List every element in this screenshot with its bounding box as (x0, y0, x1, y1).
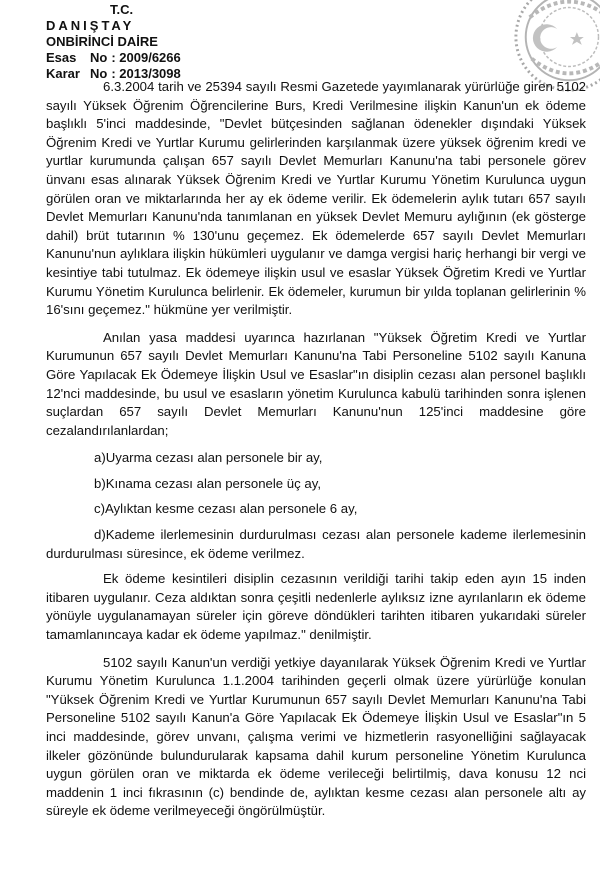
list-item-b: b)Kınama cezası alan personele üç ay, (94, 475, 322, 491)
header-court-name: DANIŞTAY (46, 18, 135, 33)
list-item-d: d)Kademe ilerlemesinin durdurulması cezası alan personele kademe ilerlemesinin durdurulması süresince, ek ödeme verilmez. (46, 527, 586, 561)
esas-number: : 2009/6266 (111, 50, 181, 65)
esas-label: Esas (46, 50, 77, 65)
document-body (46, 78, 586, 830)
document-header (46, 2, 181, 82)
paragraph-law-article: 6.3.2004 tarih ve 25394 sayılı Resmi Gazetede yayımlanarak yürürlüğe giren 5102 sayılı Yüksek Öğrenim Öğrencilerine Burs, Kredi Verilmesine ilişkin Kanun'un ek ödeme başlıklı 5'inci maddesinde, "Devlet bütçesinden sağlanan ödenekler dışındaki Yüksek Öğrenim Kredi ve Yurtlar Kurumu gelirlerinden karşılanmak üzere yüksek öğrenim kredi ve yurtlar kurumunda çalışan 657 sayılı Devlet Memurları Kanunu'na tabi personele görev ünvanı esas alınarak Yüksek Öğrenim Kredi ve Yurtlar Kurumu Yönetim Kurulunca uygun görülen oran ve miktarlarında her ay ek ödeme verilir. Ek ödemelerin aylık tutarı 657 sayılı Devlet Memurları Kanunu'nda tanımlanan en yüksek Devlet Memuru aylığının (ek gösterge dahil) brüt tutarının % 130'unu geçemez. Ek ödemelerde 657 sayılı Devlet Memurları Kanunu'nun aylıklara ilişkin hükümleri uygulanır ve damga vergisi hariç herhangi bir vergi ve kesintiye tabi tutulmaz. Ek ödemeye ilişkin usul ve esaslar Yüksek Öğretim Kredi ve Yurtlar Kurumu Yönetim Kurulunca belirlenir. Ek ödemeler, kurumun bir yılda toplanan gelirlerinin % 16'sını geçemez." hükmüne yer verilmiştir. (46, 79, 586, 318)
header-esas-row (46, 50, 181, 66)
esas-no-label: No (90, 50, 108, 65)
list-item-c: c)Aylıktan kesme cezası alan personele 6 ay, (94, 501, 358, 517)
karar-number: : 2013/3098 (111, 66, 181, 81)
paragraph-regulation: Anılan yasa maddesi uyarınca hazırlanan "Yüksek Öğretim Kredi ve Yurtlar Kurumunun 657 sayılı Devlet Memurları Kanunu'na Tabi Personeline 5102 sayılı Kanuna Göre Yapılacak Ek Ödemeye İlişkin Usul ve Esaslar"ın disiplin cezası alan personel başlıklı 12'nci maddesinde, bu usul ve esasların yönetim Kurulunca kabulü tarihinden sonra işlenen suçlardan 657 sayılı Devlet Memurları Kanunu'nun 125'inci maddesine göre cezalandırılanlardan; (46, 329, 586, 438)
karar-label: Karar (46, 66, 80, 81)
paragraph-deductions: Ek ödeme kesintileri disiplin cezasının verildiği tarihi takip eden ayın 15 inden itibaren uygulanır. Ceza aldıktan sonra çeşitli nedenlerle aylıksız izne ayrılanların ek ödeme yönüyle uygulanamayan süreler için göreve döndükleri tarihten itibaren yukarıdaki süreler tamamlanıncaya kadar ek ödeme yapılmaz." denilmiştir. (46, 571, 586, 643)
paragraph-authority: 5102 sayılı Kanun'un verdiği yetkiye dayanılarak Yüksek Öğrenim Kredi ve Yurtlar Kurumu Yönetim Kurulunca 1.1.2004 tarihinden geçerli olmak üzere yürürlüğe konulan "Yüksek Öğrenim Kredi ve Yurtlar Kurumunun 657 sayılı Devlet Memurları Kanunu'na Tabi Personeline 5102 sayılı Kanun'a Göre Yapılacak Ek Ödemeye İlişkin Usul ve Esaslar"ın 5 inci maddesinde, görev unvanı, çalışma verimi ve hizmetlerin rasyonelliğini sağlayacak ilkeler gözönünde bulundurularak kapsama dahil kurum personeline Yönetim Kurulunca uygun görülen oran ve miktarda ek ödeme verileceği belirtilmiş, dava konusu 12 nci maddenin 1 inci fıkrasının (c) bendinde de, aylıktan kesme cezası alan personele altı ay süreyle ek ödeme verilmeyeceği öngörülmüştür. (46, 654, 586, 819)
header-chamber: ONBİRİNCİ DAİRE (46, 34, 158, 49)
karar-no-label: No (90, 66, 108, 81)
list-item-a: a)Uyarma cezası alan personele bir ay, (94, 450, 323, 466)
header-tc: T.C. (110, 2, 134, 17)
